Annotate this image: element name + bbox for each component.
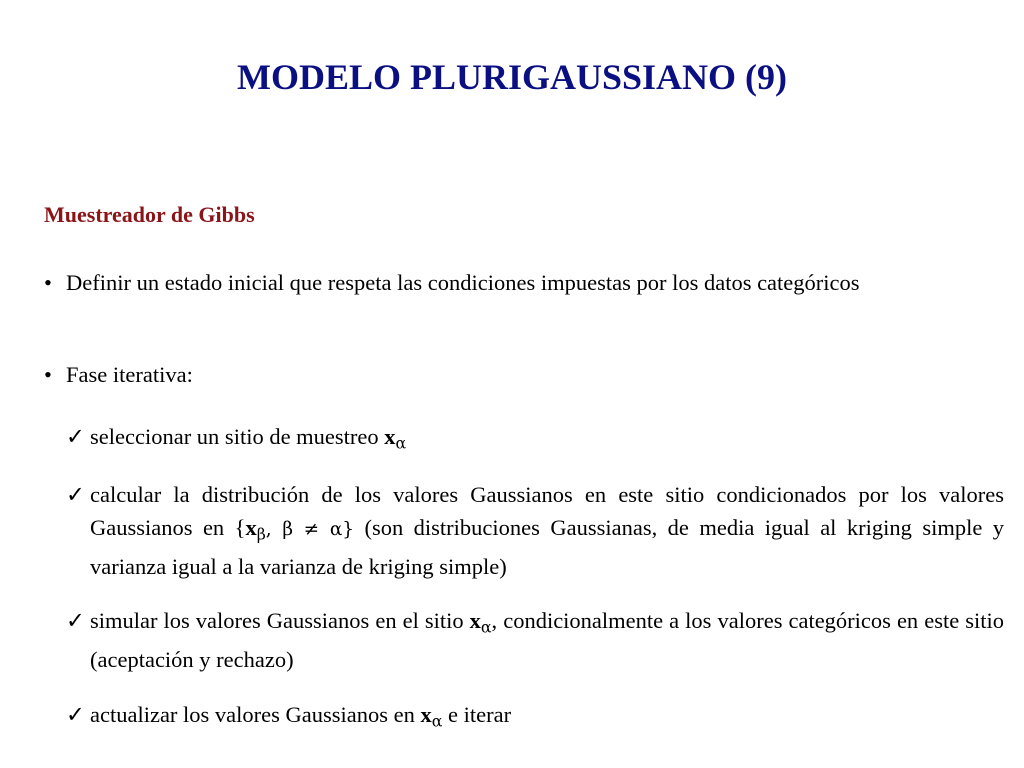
step-update-iterate xyxy=(66,698,1004,737)
subscript-alpha: α xyxy=(431,711,443,731)
bullet-item-iterative-phase xyxy=(44,358,964,391)
step-text-continued: (son distribuciones Gaussianas, de media igual al kriging simple y varianza igual a la varianza de kriging simple) xyxy=(90,515,1005,580)
subscript-alpha: α xyxy=(395,433,407,453)
subscript-alpha: α xyxy=(480,617,492,637)
check-icon: ✓ xyxy=(66,702,85,727)
bullet-icon: • xyxy=(44,362,52,387)
variable-x: x xyxy=(245,515,257,540)
step-text-continued: , condicionalmente a los valores categóricos en este sitio (aceptación y rechazo) xyxy=(90,608,1004,673)
step-simulate-values xyxy=(66,604,1004,676)
check-icon: ✓ xyxy=(66,424,85,449)
bullet-text: Definir un estado inicial que respeta las condiciones impuestas por los datos categóricos xyxy=(66,270,860,295)
step-select-site xyxy=(66,420,1004,459)
subscript-beta: β xyxy=(256,524,266,544)
variable-x: x xyxy=(384,424,396,449)
check-icon: ✓ xyxy=(66,482,85,507)
step-text: seleccionar un sitio de muestreo xyxy=(90,424,385,449)
variable-x: x xyxy=(420,702,432,727)
condition-set-text: , β ≠ α} xyxy=(265,519,355,540)
bullet-icon: • xyxy=(44,270,52,295)
slide-title: MODELO PLURIGAUSSIANO (9) xyxy=(236,57,788,97)
bullet-item-initial-state xyxy=(44,266,986,299)
step-text: simular los valores Gaussianos en el sitio xyxy=(90,608,470,633)
step-text-continued: e iterar xyxy=(442,702,512,727)
check-icon: ✓ xyxy=(66,608,85,633)
variable-x: x xyxy=(469,608,481,633)
step-text: actualizar los valores Gaussianos en xyxy=(90,702,421,727)
step-text: calcular la distribución de los valores Gaussianos en este sitio condicionados por los valores Gaussianos en { xyxy=(90,482,1004,540)
section-heading: Muestreador de Gibbs xyxy=(44,202,255,227)
step-compute-distribution xyxy=(66,478,1004,583)
bullet-text: Fase iterativa: xyxy=(66,362,193,387)
